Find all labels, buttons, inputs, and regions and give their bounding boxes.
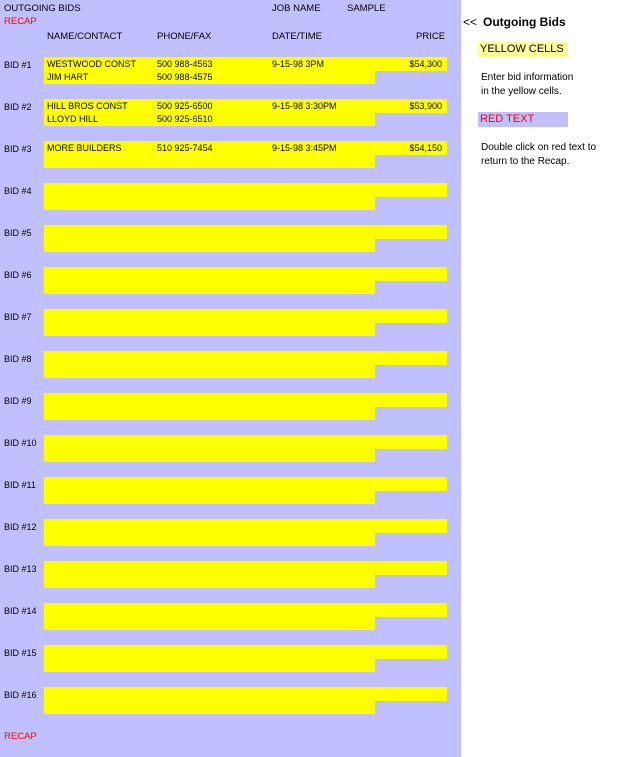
bid-input-row-2[interactable] [44, 323, 375, 336]
bid-input-row-1[interactable] [44, 519, 447, 533]
bid-input-row-2[interactable] [44, 701, 375, 714]
back-arrow-link[interactable]: << [463, 15, 478, 29]
bid-input-row-2[interactable] [44, 155, 375, 168]
bid-label: BID #12 [4, 522, 37, 532]
bid-name: WESTWOOD CONST [47, 59, 136, 69]
bid-input-row-2[interactable] [44, 71, 375, 84]
bid-input-row-1[interactable] [44, 603, 447, 617]
sidebar-header [463, 15, 566, 30]
bid-label: BID #16 [4, 690, 37, 700]
bid-input-row-2[interactable] [44, 533, 375, 546]
bid-input-row-1[interactable] [44, 309, 447, 323]
bid-input-row-2[interactable] [44, 617, 375, 630]
bid-label: BID #9 [4, 396, 32, 406]
bid-input-row-1[interactable] [44, 57, 447, 71]
col-header-name: NAME/CONTACT [47, 31, 123, 42]
bid-input-row-2[interactable] [44, 407, 375, 420]
yellow-help-line-2: in the yellow cells. [481, 86, 562, 97]
bid-label: BID #7 [4, 312, 32, 322]
bid-phone: 500 988-4563 [157, 59, 213, 69]
job-name-value[interactable]: SAMPLE [347, 3, 386, 14]
sheet-title: OUTGOING BIDS [4, 3, 81, 14]
bid-label: BID #15 [4, 648, 37, 658]
col-header-price: PRICE [416, 31, 446, 42]
bid-input-row-1[interactable] [44, 267, 447, 281]
bid-price: $54,150 [409, 143, 442, 153]
recap-link-top[interactable]: RECAP [4, 16, 37, 27]
bid-input-row-2[interactable] [44, 659, 375, 672]
bid-phone: 510 925-7454 [157, 143, 213, 153]
red-text-label: RED TEXT [480, 113, 535, 125]
bid-input-row-1[interactable] [44, 141, 447, 155]
yellow-cells-legend [478, 42, 568, 57]
bid-label: BID #8 [4, 354, 32, 364]
bid-label: BID #5 [4, 228, 32, 238]
bid-input-row-1[interactable] [44, 687, 447, 701]
red-help-line-1: Double click on red text to [481, 142, 597, 153]
bid-fax: 500 925-6510 [157, 114, 213, 124]
red-text-legend [478, 112, 568, 127]
red-help-line-2: return to the Recap. [481, 156, 570, 167]
bid-contact: LLOYD HILL [47, 114, 99, 124]
bid-input-row-1[interactable] [44, 183, 447, 197]
bid-label: BID #14 [4, 606, 37, 616]
bid-input-row-2[interactable] [44, 449, 375, 462]
bid-label: BID #4 [4, 186, 32, 196]
sidebar-title: Outgoing Bids [483, 15, 566, 29]
bid-input-row-1[interactable] [44, 99, 447, 113]
bid-price: $54,300 [409, 59, 442, 69]
bid-label: BID #6 [4, 270, 32, 280]
bid-label: BID #13 [4, 564, 37, 574]
recap-link-bottom[interactable]: RECAP [4, 731, 37, 742]
col-header-phone: PHONE/FAX [157, 31, 212, 42]
bid-label: BID #11 [4, 480, 36, 490]
bid-input-row-1[interactable] [44, 477, 447, 491]
bid-input-row-1[interactable] [44, 225, 447, 239]
bid-input-row-2[interactable] [44, 197, 375, 210]
bid-input-row-1[interactable] [44, 393, 447, 407]
bid-label: BID #1 [4, 60, 32, 70]
col-header-datetime: DATE/TIME [272, 31, 322, 42]
bid-input-row-2[interactable] [44, 113, 375, 126]
bid-input-row-1[interactable] [44, 561, 447, 575]
bid-input-row-2[interactable] [44, 575, 375, 588]
bid-label: BID #2 [4, 102, 32, 112]
bid-label: BID #10 [4, 438, 37, 448]
bid-datetime: 9-15-98 3:45PM [272, 143, 337, 153]
bid-datetime: 9-15-98 3:30PM [272, 101, 337, 111]
bid-input-row-2[interactable] [44, 281, 375, 294]
bid-input-row-1[interactable] [44, 435, 447, 449]
bid-input-row-2[interactable] [44, 239, 375, 252]
bid-name: HILL BROS CONST [47, 101, 128, 111]
bid-input-row-2[interactable] [44, 491, 375, 504]
bid-phone: 500 925-6500 [157, 101, 213, 111]
yellow-cells-label: YELLOW CELLS [480, 43, 564, 55]
bid-input-row-2[interactable] [44, 365, 375, 378]
bid-name: MORE BUILDERS [47, 143, 122, 153]
yellow-help-line-1: Enter bid information [481, 72, 574, 83]
bid-datetime: 9-15-98 3PM [272, 59, 325, 69]
bid-input-row-1[interactable] [44, 645, 447, 659]
bid-fax: 500 988-4575 [157, 72, 213, 82]
bid-input-row-1[interactable] [44, 351, 447, 365]
bid-label: BID #3 [4, 144, 32, 154]
job-name-label: JOB NAME [272, 3, 321, 14]
bid-contact: JIM HART [47, 72, 89, 82]
bid-price: $53,900 [409, 101, 442, 111]
